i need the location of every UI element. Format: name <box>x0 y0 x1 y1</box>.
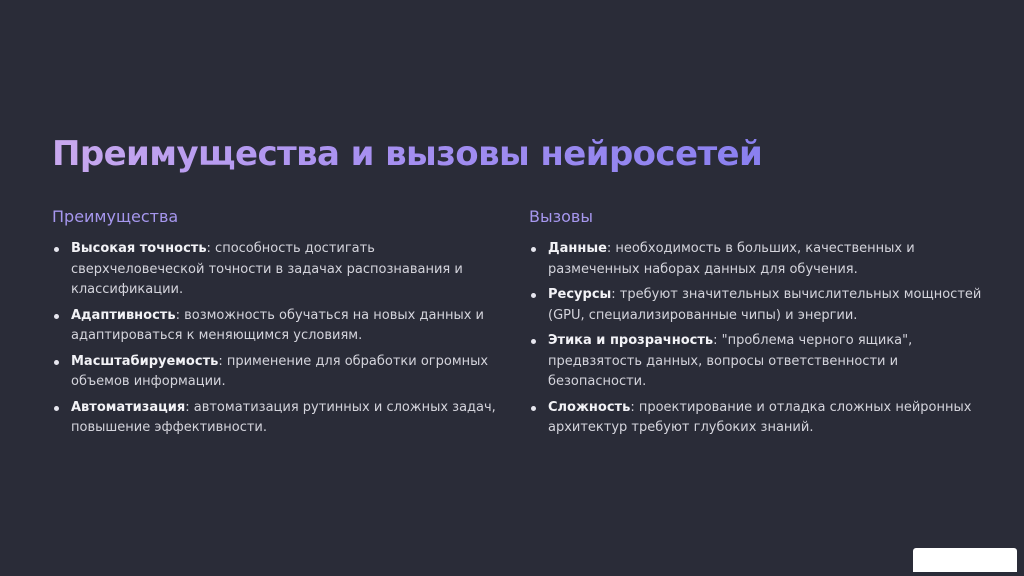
item-text: : применение для обработки огромных объемов информации. <box>71 353 489 389</box>
item-term: Масштабируемость <box>71 353 219 369</box>
bullet-icon <box>531 247 536 252</box>
bullet-icon <box>531 406 536 411</box>
item-term: Сложность <box>548 399 631 415</box>
advantage-item <box>52 239 502 301</box>
item-term: Ресурсы <box>548 287 612 302</box>
challenges-list <box>529 239 989 439</box>
item-text: : возможность обучаться на новых данных и адаптироваться к меняющимся условиям. <box>71 307 484 343</box>
bullet-icon <box>54 314 59 319</box>
item-term: Этика и прозрачность <box>548 333 714 348</box>
challenge-item <box>529 239 989 280</box>
item-text: : требуют значительных вычислительных мощностей (GPU, специализированные чипы) и энергии. <box>548 287 982 323</box>
advantages-column <box>52 206 502 444</box>
challenge-item <box>529 398 989 439</box>
item-text: : автоматизация рутинных и сложных задач, повышение эффективности. <box>71 399 496 435</box>
bullet-icon <box>531 339 536 344</box>
item-term: Высокая точность <box>71 241 207 256</box>
advantages-heading: Преимущества <box>52 207 179 226</box>
item-term: Автоматизация <box>71 399 186 415</box>
item-text: : необходимость в больших, качественных и размеченных наборах данных для обучения. <box>548 241 915 277</box>
item-text: : способность достигать сверхчеловеческой точности в задачах распознавания и классификации. <box>71 241 463 297</box>
challenges-heading: Вызовы <box>529 207 593 226</box>
challenges-column <box>529 206 989 444</box>
bullet-icon <box>54 406 59 411</box>
corner-badge <box>913 548 1017 572</box>
bullet-icon <box>54 247 59 252</box>
advantages-list <box>52 239 502 439</box>
slide-title: Преимущества и вызовы нейросетей <box>52 134 763 174</box>
item-text: : "проблема черного ящика", предвзятость данных, вопросы ответственности и безопасности. <box>548 333 913 389</box>
bullet-icon <box>54 360 59 365</box>
advantage-item <box>52 398 502 439</box>
advantage-item <box>52 306 502 347</box>
item-term: Адаптивность <box>71 307 176 323</box>
advantage-item <box>52 352 502 393</box>
challenge-item <box>529 285 989 326</box>
challenge-item <box>529 331 989 393</box>
item-term: Данные <box>548 241 607 256</box>
item-text: : проектирование и отладка сложных нейронных архитектур требуют глубоких знаний. <box>548 399 972 435</box>
bullet-icon <box>531 293 536 298</box>
